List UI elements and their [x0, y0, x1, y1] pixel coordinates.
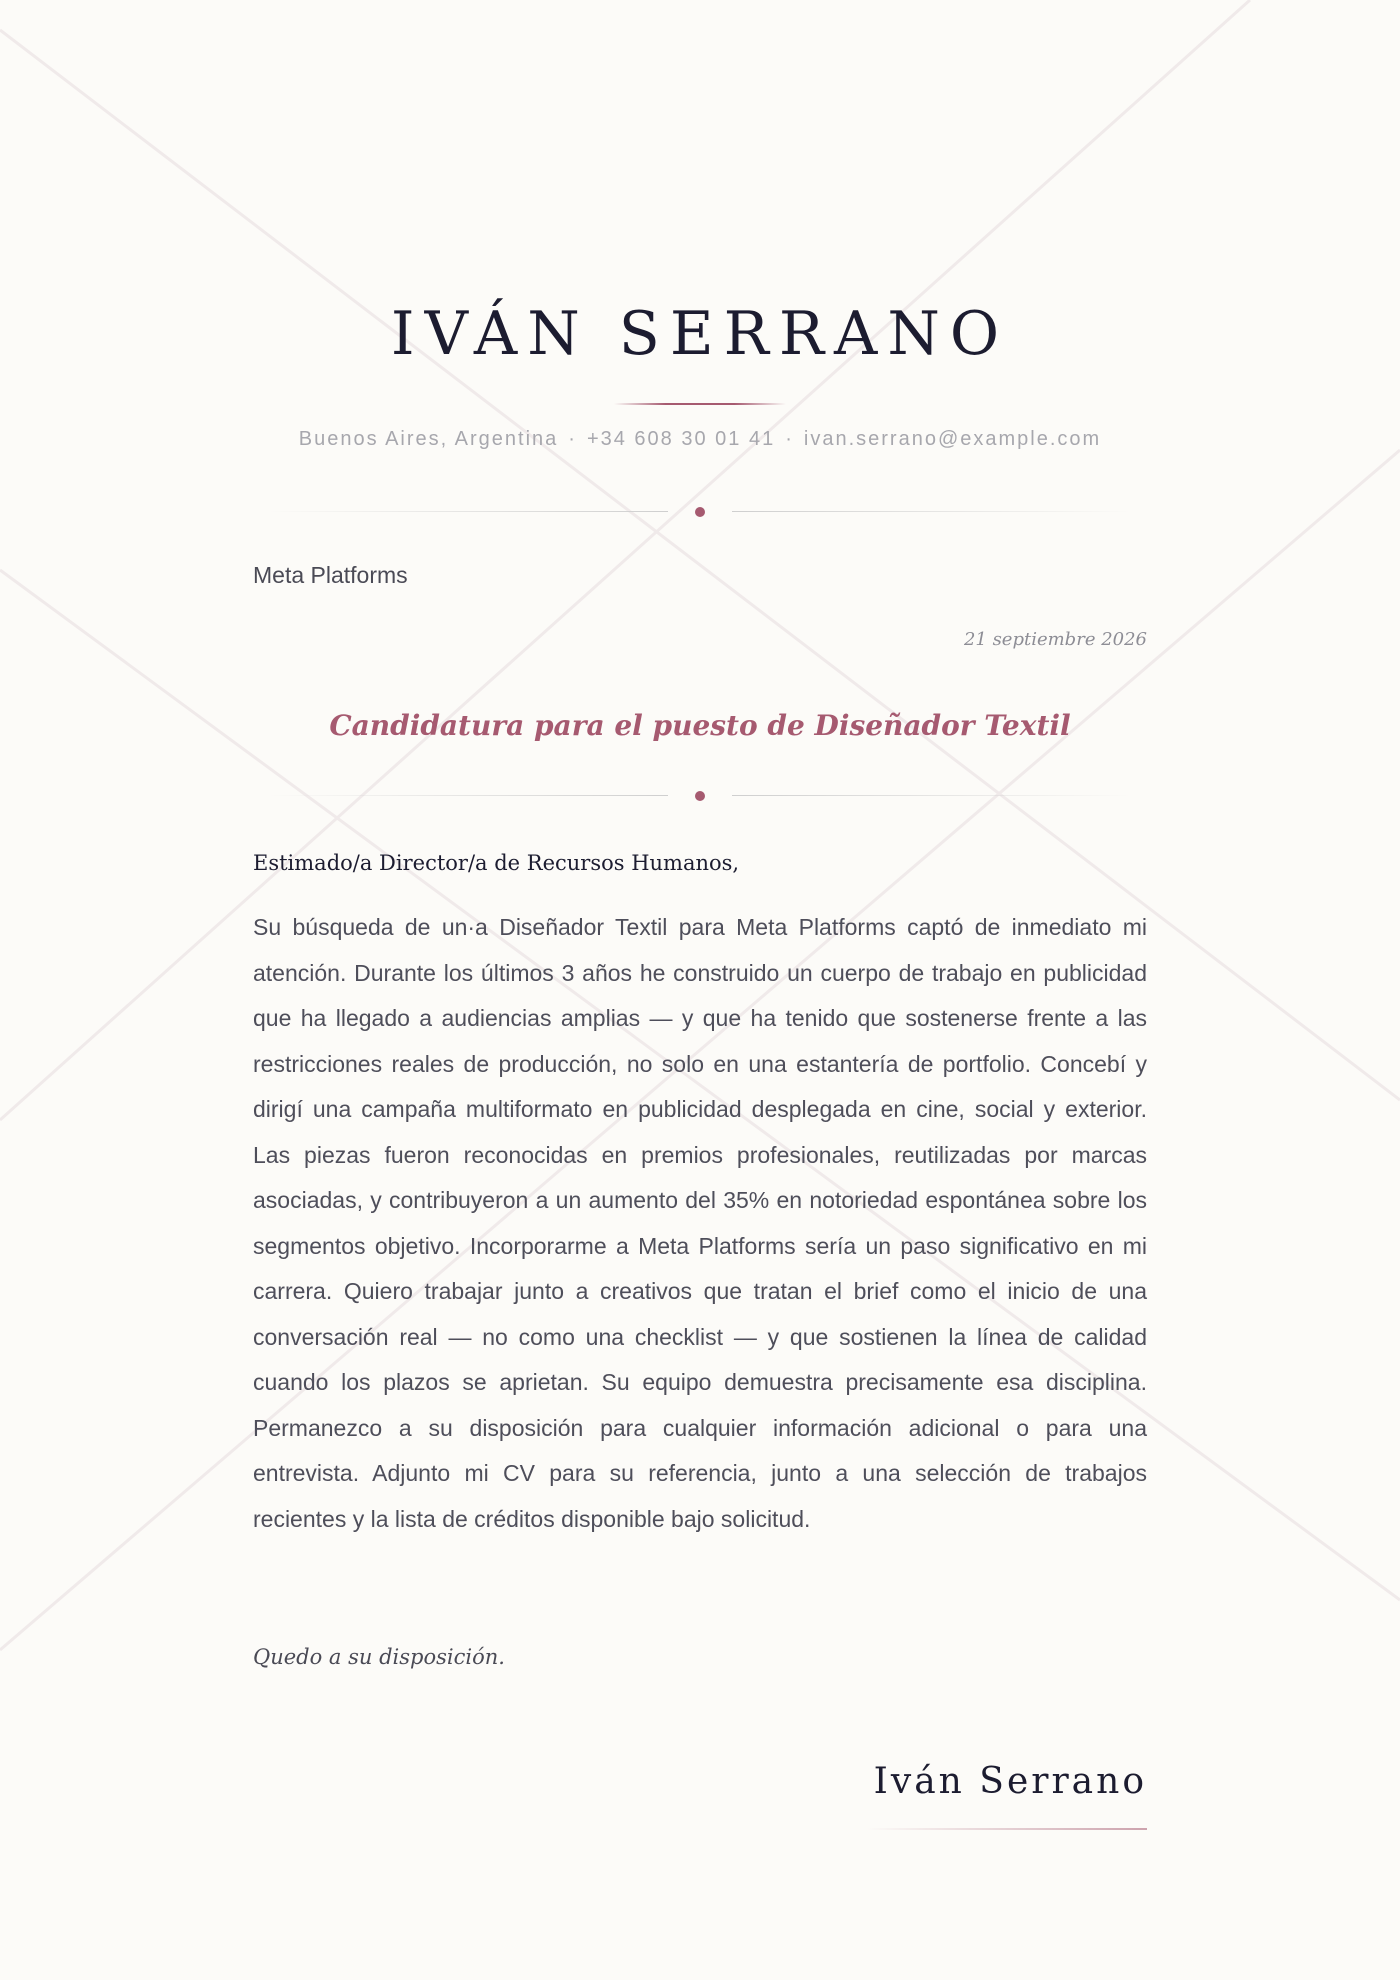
letter-subject: Candidatura para el puesto de Diseñador Textil	[329, 709, 1071, 742]
recipient-company: Meta Platforms	[253, 562, 408, 588]
applicant-name: IVÁN SERRANO	[390, 299, 1010, 369]
contact-line	[0, 426, 1400, 452]
letter-closing: Quedo a su disposición.	[253, 1645, 505, 1669]
letter-greeting: Estimado/a Director/a de Recursos Humanos,	[253, 851, 740, 875]
header-divider	[268, 506, 1132, 518]
letter-body: Su búsqueda de un·a Diseñador Textil para Meta Platforms captó de inmediato mi atención. Durante los últimos 3 años he construido un cuerpo de trabajo en publicidad que ha llegado a audiencias amplias — y que ha tenido que sostenerse frente a las restricciones reales de producción, no solo en una estantería de portfolio. Concebí y dirigí una campaña multiformato en publicidad desplegada en cine, social y exterior. Las piezas fueron reconocidas en premios profesionales, reutilizadas por marcas asociadas, y contribuyeron a un aumento del 35% en notoriedad espontánea sobre los segmentos objetivo. Incorporarme a Meta Platforms sería un paso significativo en mi carrera. Quiero trabajar junto a creativos que tratan el brief como el inicio de una conversación real — no como una checklist — y que sostienen la línea de calidad cuando los plazos se aprietan. Su equipo demuestra precisamente esa disciplina. Permanezco a su disposición para cualquier información adicional o para una entrevista. Adjunto mi CV para su referencia, junto a una selección de trabajos recientes y la lista de créditos disponible bajo solicitud.	[253, 914, 1147, 1532]
contact-email: ivan.serrano@example.com	[803, 428, 1102, 450]
letter-date: 21 septiembre 2026	[963, 629, 1147, 650]
divider-dot-icon	[695, 791, 705, 801]
signature-underline	[867, 1828, 1147, 1830]
divider-line	[268, 795, 668, 796]
divider-line	[732, 795, 1132, 796]
contact-phone: +34 608 30 01 41	[586, 428, 776, 450]
contact-separator: ·	[568, 428, 577, 450]
divider-dot-icon	[695, 507, 705, 517]
divider-line	[732, 511, 1132, 512]
contact-separator: ·	[785, 428, 794, 450]
subject-divider	[268, 790, 1132, 802]
contact-location: Buenos Aires, Argentina	[298, 428, 559, 450]
divider-line	[268, 511, 668, 512]
signature-name: Iván Serrano	[873, 1761, 1147, 1802]
name-underline	[614, 403, 786, 405]
